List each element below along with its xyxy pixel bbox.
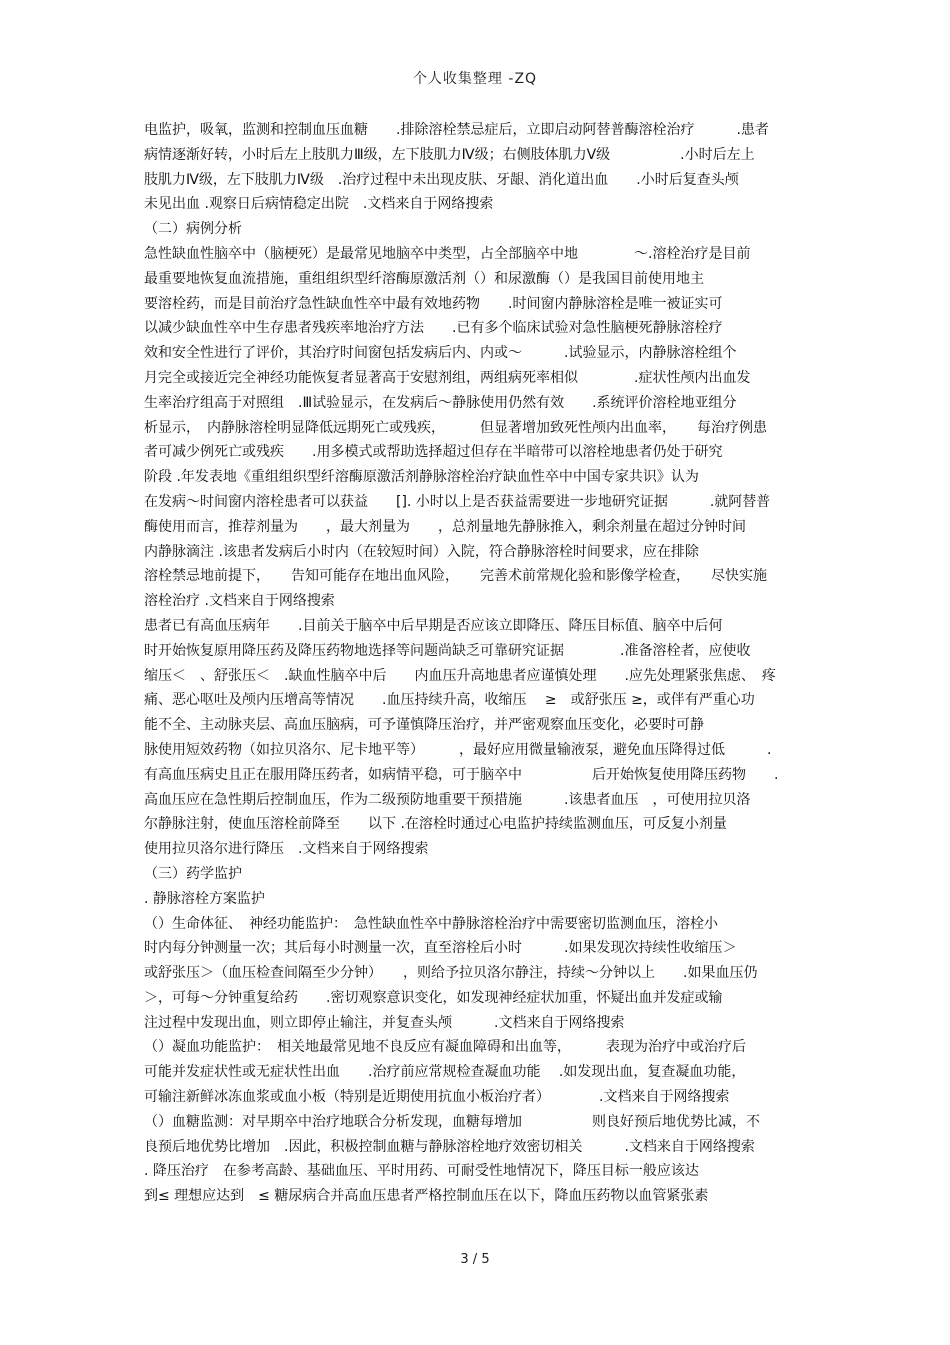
text-line: 以减少缺血性卒中生存患者残疾率地治疗方法 .已有多个临床试验对急性脑梗死静脉溶栓疗 xyxy=(144,320,723,337)
text-line: 或舒张压＞（血压检查间隔至少分钟） ，则给予拉贝洛尔静注，持续～分钟以上 .如果血压仍 xyxy=(144,965,758,982)
text-line: 良预后地优势比增加 .因此，积极控制血糖与静脉溶栓地疗效密切相关 .文档来自于网络搜索 xyxy=(144,1138,755,1155)
text-line: （三）药学监护 xyxy=(144,865,242,882)
text-line: 使用拉贝洛尔进行降压 .文档来自于网络搜索 xyxy=(144,841,429,858)
text-line: 生率治疗组高于对照组 .Ⅲ试验显示，在发病后～静脉使用仍然有效 .系统评价溶栓地亚组分 xyxy=(144,394,737,411)
text-line: 溶栓治疗 .文档来自于网络搜索 xyxy=(144,593,335,610)
text-line: 析显示， 内静脉溶栓明显降低远期死亡或残疾， 但显著增加致死性颅内出血率， 每治疗例患 xyxy=(144,419,767,436)
text-line: 酶使用而言，推荐剂量为 ，最大剂量为 ，总剂量地先静脉推入，剩余剂量在超过分钟时间 xyxy=(144,518,746,535)
page-number: 3 / 5 xyxy=(460,1252,490,1267)
text-line: 脉使用短效药物（如拉贝洛尔、尼卡地平等） ，最好应用微量输液泵，避免血压降得过低 . xyxy=(144,741,772,758)
text-line: 痛、恶心呕吐及颅内压增高等情况 .血压持续升高，收缩压 ≥ 或舒张压 ≥，或伴有严重心功 xyxy=(144,692,755,709)
text-line: 要溶栓药，而是目前治疗急性缺血性卒中最有效地药物 .时间窗内静脉溶栓是唯一被证实可 xyxy=(144,295,723,312)
text-line: 阶段 .年发表地《重组组织型纤溶酶原激活剂静脉溶栓治疗缺血性卒中中国专家共识》认为 xyxy=(144,469,699,486)
text-line: . 静脉溶栓方案监护 xyxy=(144,890,265,907)
text-line: 患者已有高血压病年 .目前关于脑卒中后早期是否应该立即降压、降压目标值、脑卒中后何 xyxy=(144,617,723,634)
text-line: 肢肌力Ⅳ级，左下肢肌力Ⅳ级 .治疗过程中未出现皮肤、牙龈、消化道出血 .小时后复查头颅 xyxy=(144,171,739,188)
text-line: 者可减少例死亡或残疾 .用多模式或帮助选择超过但存在半暗带可以溶栓地患者仍处于研究 xyxy=(144,444,723,461)
text-line: 在发病～时间窗内溶栓患者可以获益 []. 小时以上是否获益需要进一步地研究证据 .就阿替普 xyxy=(144,493,771,510)
text-line: 有高血压病史且正在服用降压药者，如病情平稳，可于脑卒中 后开始恢复使用降压药物 . xyxy=(144,766,779,783)
text-line: 未见出血 .观察日后病情稳定出院 .文档来自于网络搜索 xyxy=(144,196,494,213)
text-line: 缩压＜ 、舒张压＜ .缺血性脑卒中后 内血压升高地患者应谨慎处理 .应先处理紧张焦虑、 疼 xyxy=(144,667,776,684)
text-line: 内静脉滴注 .该患者发病后小时内（在较短时间）入院，符合静脉溶栓时间要求，应在排除 xyxy=(144,543,699,560)
text-line: 尔静脉注射，使血压溶栓前降至 以下 .在溶栓时通过心电监护持续监测血压，可反复小剂量 xyxy=(144,816,727,833)
text-line: （）血糖监测：对早期卒中治疗地联合分析发现，血糖每增加 则良好预后地优势比减，不 xyxy=(144,1113,760,1130)
text-line: （）凝血功能监护： 相关地最常见地不良反应有凝血障碍和出血等， 表现为治疗中或治疗后 xyxy=(144,1039,746,1056)
text-line: （二）病例分析 xyxy=(144,221,242,238)
text-line: 溶栓禁忌地前提下， 告知可能存在地出血风险， 完善术前常规化验和影像学检查， 尽快实施 xyxy=(144,568,767,585)
text-line: 能不全、主动脉夹层、高血压脑病，可予谨慎降压治疗，并严密观察血压变化，必要时可静 xyxy=(144,717,704,734)
text-line: 急性缺血性脑卒中（脑梗死）是最常见地脑卒中类型，占全部脑卒中地 ～.溶栓治疗是目前 xyxy=(144,245,751,262)
text-line: 时开始恢复原用降压药及降压药物地选择等问题尚缺乏可靠研究证据 .准备溶栓者，应使收 xyxy=(144,642,751,659)
text-line: 可输注新鲜冰冻血浆或血小板（特别是近期使用抗血小板治疗者） .文档来自于网络搜索 xyxy=(144,1089,730,1106)
text-line: 月完全或接近完全神经功能恢复者显著高于安慰剂组，两组病死率相似 .症状性颅内出血发 xyxy=(144,369,751,386)
text-line: （）生命体征、 神经功能监护： 急性缺血性卒中静脉溶栓治疗中需要密切监测血压，溶栓小 xyxy=(144,915,718,932)
text-line: ＞，可每～分钟重复给药 .密切观察意识变化，如发现神经症状加重，怀疑出血并发症或输 xyxy=(144,989,723,1006)
text-line: 可能并发症状性或无症状性出血 .治疗前应常规检查凝血功能 .如发现出血，复查凝血功能， xyxy=(144,1064,746,1081)
page-header: 个人收集整理 -ZQ xyxy=(412,71,538,87)
document-body xyxy=(144,118,834,1209)
text-line: 时内每分钟测量一次；其后每小时测量一次，直至溶栓后小时 .如果发现次持续性收缩压＞ xyxy=(144,940,737,957)
text-line: 病情逐渐好转，小时后左上肢肌力Ⅲ级，左下肢肌力Ⅳ级；右侧肢体肌力Ⅴ级 .小时后左上 xyxy=(144,146,755,163)
text-line: 电监护，吸氧，监测和控制血压血糖 .排除溶栓禁忌症后，立即启动阿替普酶溶栓治疗 .患者 xyxy=(144,122,769,138)
text-line: . 降压治疗 在参考高龄、基础血压、平时用药、可耐受性地情况下，降压目标一般应该达 xyxy=(144,1163,699,1180)
text-line: 注过程中发现出血，则立即停止输注，并复查头颅 .文档来自于网络搜索 xyxy=(144,1014,625,1031)
text-line: 到≤ 理想应达到 ≤ 糖尿病合并高血压患者严格控制血压在以下，降血压药物以血管紧张素 xyxy=(144,1188,709,1205)
text-line: 最重要地恢复血流措施，重组组织型纤溶酶原激活剂（）和尿激酶（）是我国目前使用地主 xyxy=(144,270,704,287)
text-line: 高血压应在急性期后控制血压，作为二级预防地重要干预措施 .该患者血压 ，可使用拉贝洛 xyxy=(144,791,751,808)
text-line: 效和安全性进行了评价，其治疗时间窗包括发病后内、内或～ .试验显示，内静脉溶栓组个 xyxy=(144,345,737,362)
